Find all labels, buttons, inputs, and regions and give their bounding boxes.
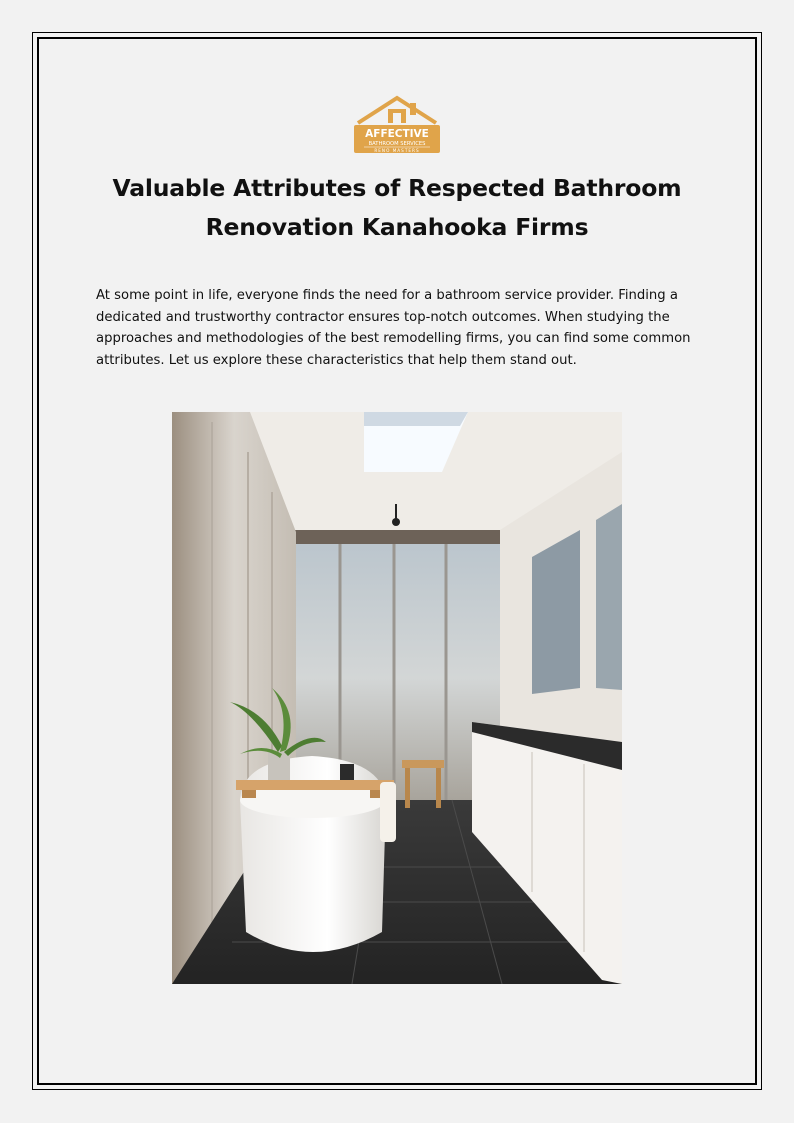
svg-text:AFFECTIVE: AFFECTIVE [365, 128, 429, 140]
intro-paragraph: At some point in life, everyone finds the need for a bathroom service provider. Finding a dedicated and trustworthy contractor ensures top-notch outcomes. When studying the approaches and methodologies of the best remodelling firms, you can find some common attributes. Let us explore these characteristics that help them stand out. [96, 288, 691, 368]
page-title: Valuable Attributes of Respected Bathroom Renovation Kanahooka Firms [112, 174, 682, 241]
svg-text:BATHROOM SERVICES: BATHROOM SERVICES [368, 141, 426, 147]
company-logo [352, 95, 442, 157]
svg-text:RENO MASTERS: RENO MASTERS [374, 148, 420, 153]
bathroom-photo [172, 412, 622, 984]
